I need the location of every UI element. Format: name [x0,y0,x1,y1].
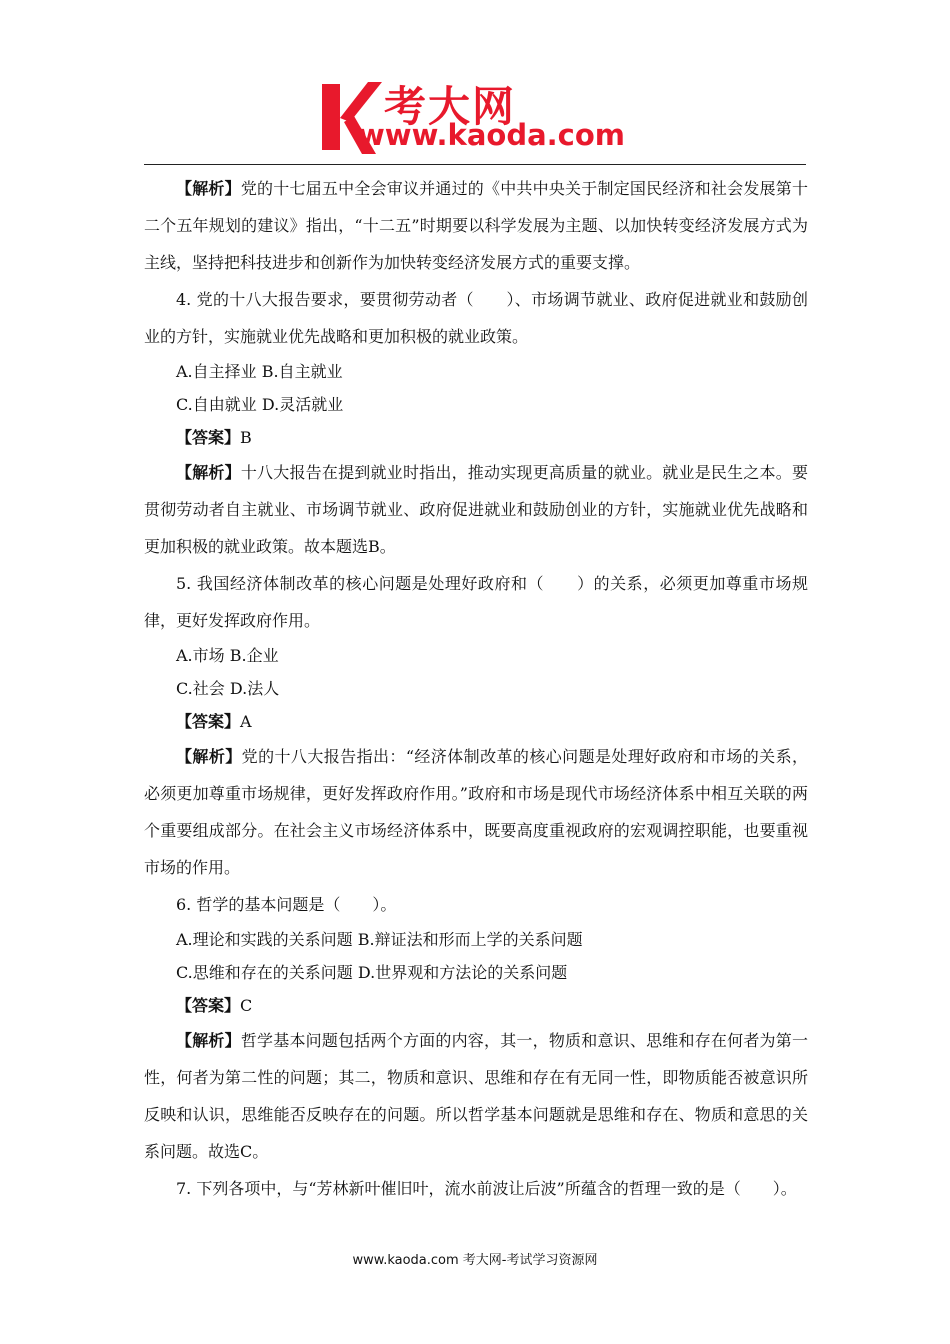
block-text: C.思维和存在的关系问题 D.世界观和方法论的关系问题 [176,963,568,982]
answer-option-line [144,639,808,672]
block-text: 6. 哲学的基本问题是（ ）。 [176,895,397,914]
analysis-paragraph [144,454,808,565]
analysis-label: 【解析】 [176,1031,241,1050]
analysis-paragraph [144,1022,808,1170]
question-text [144,565,808,639]
document-body [144,170,808,1207]
analysis-paragraph [144,170,808,281]
answer-option-line [144,388,808,421]
answer-label: 【答案】 [176,428,241,447]
block-text: 7. 下列各项中，与“芳林新叶催旧叶，流水前波让后波”所蕴含的哲理一致的是（ ）。 [176,1179,797,1198]
block-text: A [240,712,252,731]
answer-option-line [144,672,808,705]
block-text: A.市场 B.企业 [176,646,279,665]
question-text [144,281,808,355]
header-divider [144,164,806,165]
answer-line [144,989,808,1022]
answer-option-line [144,956,808,989]
block-text: 哲学基本问题包括两个方面的内容，其一，物质和意识、思维和存在何者为第一性，何者为第二性的问题；其二，物质和意识、思维和存在有无同一性，即物质能否被意识所反映和认识，思维能否反映存在的问题。所以哲学基本问题就是思维和存在、物质和意思的关系问题。故选C。 [144,1031,808,1161]
block-text: 党的十八大报告指出：“经济体制改革的核心问题是处理好政府和市场的关系，必须更加尊重市场规律，更好发挥政府作用。”政府和市场是现代市场经济体系中相互关联的两个重要组成部分。在社会主义市场经济体系中，既要高度重视政府的宏观调控职能，也要重视市场的作用。 [144,747,808,877]
block-text: C.自由就业 D.灵活就业 [176,395,344,414]
answer-option-line [144,355,808,388]
block-text: 4. 党的十八大报告要求，要贯彻劳动者（ ）、市场调节就业、政府促进就业和鼓励创业的方针，实施就业优先战略和更加积极的就业政策。 [144,290,808,346]
block-text: C [240,996,253,1015]
block-text: A.自主择业 B.自主就业 [176,362,343,381]
answer-line [144,421,808,454]
block-text: A.理论和实践的关系问题 B.辩证法和形而上学的关系问题 [176,930,583,949]
site-logo[interactable] [318,78,648,160]
page-footer: www.kaoda.com 考大网-考试学习资源网 [352,1253,598,1268]
analysis-label: 【解析】 [176,463,241,482]
block-text: 5. 我国经济体制改革的核心问题是处理好政府和（ ）的关系，必须更加尊重市场规律，更好发挥政府作用。 [144,574,808,630]
analysis-label: 【解析】 [176,747,242,766]
logo-url: www.kaoda.com [358,118,625,152]
answer-line [144,705,808,738]
analysis-label: 【解析】 [176,179,241,198]
block-text: 党的十七届五中全会审议并通过的《中共中央关于制定国民经济和社会发展第十二个五年规划的建议》指出，“十二五”时期要以科学发展为主题、以加快转变经济发展方式为主线，坚持把科技进步和创新作为加快转变经济发展方式的重要支撑。 [144,179,808,272]
logo-chinese-name: 考大网 [384,82,517,131]
question-text [144,886,808,923]
block-text: C.社会 D.法人 [176,679,280,698]
answer-label: 【答案】 [176,996,241,1015]
question-text [144,1170,808,1207]
analysis-paragraph [144,738,808,886]
block-text: 十八大报告在提到就业时指出，推动实现更高质量的就业。就业是民生之本。要贯彻劳动者自主就业、市场调节就业、政府促进就业和鼓励创业的方针，实施就业优先战略和更加积极的就业政策。故本题选B。 [144,463,808,556]
answer-option-line [144,923,808,956]
answer-label: 【答案】 [176,712,241,731]
block-text: B [240,428,252,447]
